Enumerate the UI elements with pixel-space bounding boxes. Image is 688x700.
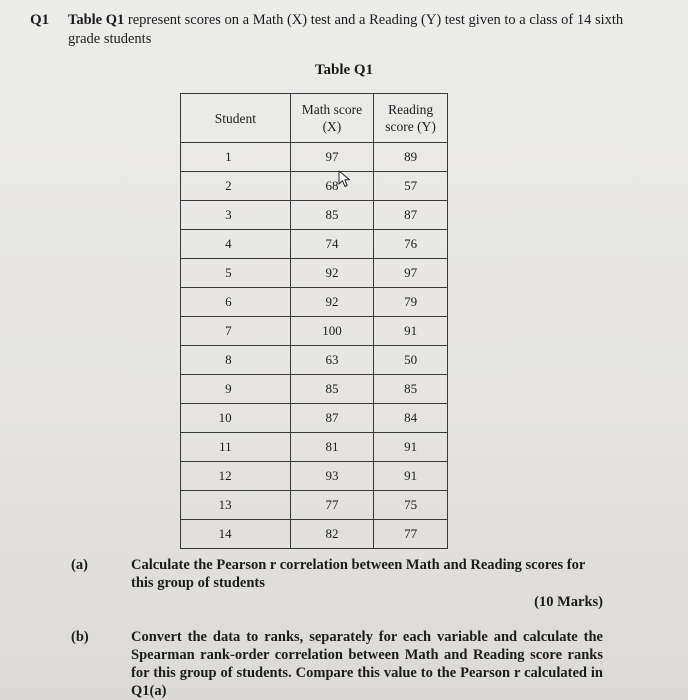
reading-cell: 75 — [374, 491, 448, 520]
table-row — [181, 172, 448, 201]
reading-cell: 91 — [374, 433, 448, 462]
header-reading-line1: Reading — [388, 102, 434, 117]
math-cell: 82 — [290, 520, 374, 549]
part-a-marks: (10 Marks) — [534, 594, 603, 610]
header-reading — [374, 94, 448, 143]
student-cell: 4 — [181, 230, 291, 259]
math-cell: 81 — [290, 433, 374, 462]
reading-cell: 84 — [374, 404, 448, 433]
student-cell: 3 — [181, 201, 291, 230]
student-cell: 1 — [181, 143, 291, 172]
table-title: Table Q1 — [314, 62, 374, 78]
reading-cell: 91 — [374, 462, 448, 491]
reading-cell: 77 — [374, 520, 448, 549]
table-row — [181, 491, 448, 520]
math-cell: 63 — [290, 346, 374, 375]
reading-cell: 57 — [374, 172, 448, 201]
math-cell: 85 — [290, 375, 374, 404]
table-row — [181, 201, 448, 230]
math-cell: 97 — [290, 143, 374, 172]
math-cell: 92 — [290, 288, 374, 317]
math-cell: 87 — [290, 404, 374, 433]
part-b-text: Convert the data to ranks, separately for each variable and calculate the Spearman rank-order correlation between Math and Reading score ranks for this group of students. Compare this value to the Pearson r calculated in Q1(a) — [131, 629, 603, 699]
table-row — [181, 462, 448, 491]
table-row — [181, 317, 448, 346]
table-row — [181, 404, 448, 433]
header-reading-line2: score (Y) — [385, 119, 436, 134]
reading-cell: 97 — [374, 259, 448, 288]
header-student-label: Student — [214, 110, 256, 126]
header-math — [290, 94, 374, 143]
mouse-cursor-icon — [338, 170, 352, 188]
header-math-line2: (X) — [322, 119, 342, 134]
table-row — [181, 288, 448, 317]
reading-cell: 50 — [374, 346, 448, 375]
student-cell: 7 — [181, 317, 291, 346]
question-intro — [68, 11, 658, 49]
student-cell: 11 — [181, 433, 291, 462]
math-cell: 77 — [290, 491, 374, 520]
question-number: Q1 — [30, 12, 50, 28]
table-row — [181, 346, 448, 375]
table-row — [181, 230, 448, 259]
math-cell: 85 — [290, 201, 374, 230]
student-cell: 2 — [181, 172, 291, 201]
question-intro-text: represent scores on a Math (X) test and a Reading (Y) test given to a class of 14 sixth grade students — [68, 12, 624, 47]
reading-cell: 87 — [374, 201, 448, 230]
table-header-row — [181, 94, 448, 143]
table-row — [181, 143, 448, 172]
table-row — [181, 433, 448, 462]
student-cell: 8 — [181, 346, 291, 375]
math-cell: 68 — [290, 172, 374, 201]
header-student — [181, 94, 291, 143]
table-row — [181, 375, 448, 404]
math-cell: 93 — [290, 462, 374, 491]
reading-cell: 91 — [374, 317, 448, 346]
math-cell: 92 — [290, 259, 374, 288]
part-b-label: (b) — [71, 629, 89, 645]
table-reference: Table Q1 — [68, 12, 125, 28]
student-cell: 5 — [181, 259, 291, 288]
math-cell: 100 — [290, 317, 374, 346]
student-cell: 6 — [181, 288, 291, 317]
student-cell: 12 — [181, 462, 291, 491]
part-a-text: Calculate the Pearson r correlation between Math and Reading scores for this group of students — [131, 557, 586, 591]
part-a-label: (a) — [71, 557, 88, 573]
reading-cell: 85 — [374, 375, 448, 404]
table-row — [181, 259, 448, 288]
reading-cell: 76 — [374, 230, 448, 259]
student-cell: 10 — [181, 404, 291, 433]
header-math-line1: Math score — [301, 102, 363, 117]
scores-table — [180, 93, 448, 549]
student-cell: 14 — [181, 520, 291, 549]
reading-cell: 89 — [374, 143, 448, 172]
table-row — [181, 520, 448, 549]
reading-cell: 79 — [374, 288, 448, 317]
student-cell: 9 — [181, 375, 291, 404]
math-cell: 74 — [290, 230, 374, 259]
student-cell: 13 — [181, 491, 291, 520]
